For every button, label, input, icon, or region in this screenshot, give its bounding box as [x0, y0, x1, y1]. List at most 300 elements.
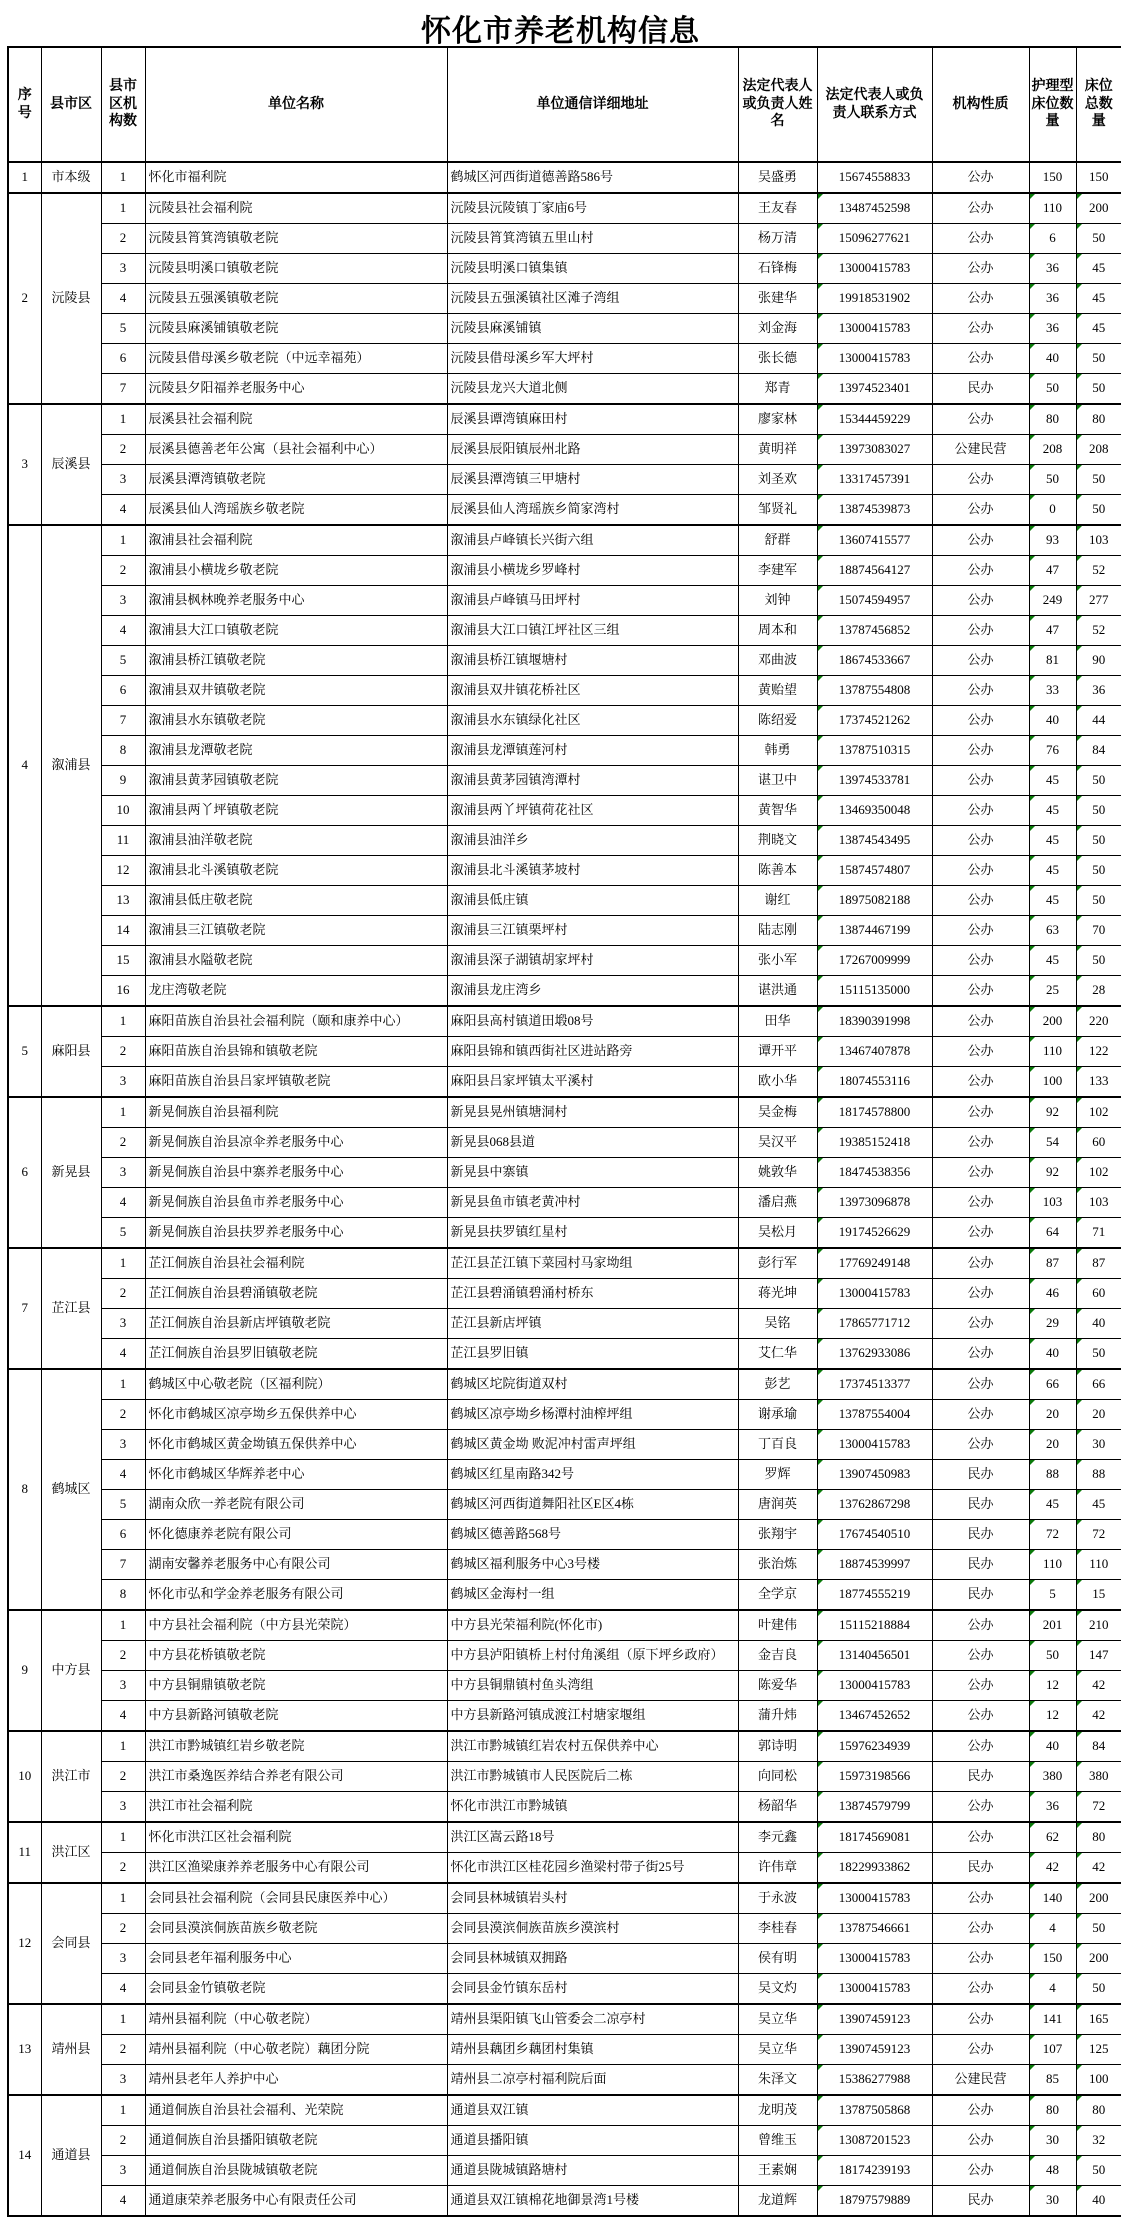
org-name: 会同县金竹镇敬老院	[145, 1974, 447, 2005]
org-name: 溆浦县大江口镇敬老院	[145, 616, 447, 646]
row-index: 3	[101, 1671, 145, 1701]
rep-phone: 17769249148	[817, 1248, 932, 1279]
rep-name: 金吉良	[738, 1641, 817, 1671]
stored-as-text-marker-icon	[1030, 194, 1035, 199]
table-row	[8, 1853, 1121, 1884]
stored-as-text-marker-icon	[1077, 2035, 1082, 2040]
nursing-beds: 29	[1029, 1309, 1076, 1339]
rep-name: 吴铭	[738, 1309, 817, 1339]
table-row	[8, 2035, 1121, 2065]
org-type: 民办	[932, 2186, 1029, 2217]
rep-name: 陈善本	[738, 856, 817, 886]
stored-as-text-marker-icon	[818, 946, 823, 951]
table-row	[8, 1550, 1121, 1580]
total-beds: 52	[1076, 556, 1121, 586]
stored-as-text-marker-icon	[818, 1037, 823, 1042]
stored-as-text-marker-icon	[818, 2126, 823, 2131]
org-type: 公办	[932, 193, 1029, 224]
row-index: 5	[101, 1490, 145, 1520]
stored-as-text-marker-icon	[1030, 1098, 1035, 1103]
nursing-beds: 110	[1029, 1037, 1076, 1067]
stored-as-text-marker-icon	[1030, 1037, 1035, 1042]
rep-phone: 13907450983	[817, 1460, 932, 1490]
stored-as-text-marker-icon	[818, 976, 823, 981]
stored-as-text-marker-icon	[818, 1520, 823, 1525]
table-row	[8, 886, 1121, 916]
org-type: 公办	[932, 495, 1029, 526]
org-name: 怀化市福利院	[145, 162, 447, 193]
org-address: 溆浦县大江口镇江坪社区三组	[447, 616, 738, 646]
rep-phone: 19918531902	[817, 284, 932, 314]
rep-phone: 13874579799	[817, 1792, 932, 1823]
rep-name: 张翔宇	[738, 1520, 817, 1550]
row-index: 1	[101, 1822, 145, 1853]
org-address: 溆浦县北斗溪镇茅坡村	[447, 856, 738, 886]
stored-as-text-marker-icon	[1030, 2186, 1035, 2191]
org-type: 公办	[932, 1097, 1029, 1128]
row-index: 10	[101, 796, 145, 826]
total-beds: 50	[1076, 796, 1121, 826]
org-name: 溆浦县双井镇敬老院	[145, 676, 447, 706]
org-type: 公办	[932, 616, 1029, 646]
stored-as-text-marker-icon	[1077, 194, 1082, 199]
stored-as-text-marker-icon	[1030, 1914, 1035, 1919]
table-row	[8, 1248, 1121, 1279]
rep-name: 邓曲波	[738, 646, 817, 676]
table-row	[8, 916, 1121, 946]
stored-as-text-marker-icon	[1077, 1944, 1082, 1949]
nursing-beds: 47	[1029, 556, 1076, 586]
nursing-beds: 110	[1029, 1550, 1076, 1580]
stored-as-text-marker-icon	[1030, 254, 1035, 259]
stored-as-text-marker-icon	[1077, 224, 1082, 229]
stored-as-text-marker-icon	[1030, 1974, 1035, 1979]
rep-name: 荆晓文	[738, 826, 817, 856]
row-index: 5	[101, 1218, 145, 1249]
org-type: 公办	[932, 254, 1029, 284]
org-type: 公办	[932, 1279, 1029, 1309]
org-name: 麻阳苗族自治县锦和镇敬老院	[145, 1037, 447, 1067]
org-name: 中方县花桥镇敬老院	[145, 1641, 447, 1671]
rep-phone: 13787554004	[817, 1400, 932, 1430]
group-序号: 2	[8, 193, 41, 404]
org-name: 通道侗族自治县社会福利、光荣院	[145, 2095, 447, 2126]
org-name: 辰溪县社会福利院	[145, 404, 447, 435]
rep-phone: 13787510315	[817, 736, 932, 766]
stored-as-text-marker-icon	[818, 1188, 823, 1193]
stored-as-text-marker-icon	[1030, 284, 1035, 289]
org-name: 中方县新路河镇敬老院	[145, 1701, 447, 1732]
group-序号: 4	[8, 525, 41, 1006]
total-beds: 102	[1076, 1097, 1121, 1128]
stored-as-text-marker-icon	[818, 2005, 823, 2010]
stored-as-text-marker-icon	[1077, 1884, 1082, 1889]
org-address: 溆浦县卢峰镇马田坪村	[447, 586, 738, 616]
stored-as-text-marker-icon	[818, 284, 823, 289]
stored-as-text-marker-icon	[818, 2065, 823, 2070]
stored-as-text-marker-icon	[1077, 2126, 1082, 2131]
rep-name: 蒲升炜	[738, 1701, 817, 1732]
nursing-beds: 30	[1029, 2186, 1076, 2217]
org-address: 中方县铜鼎镇村鱼头湾组	[447, 1671, 738, 1701]
org-name: 沅陵县明溪口镇敬老院	[145, 254, 447, 284]
row-index: 3	[101, 254, 145, 284]
nursing-beds: 249	[1029, 586, 1076, 616]
rep-name: 谢红	[738, 886, 817, 916]
org-name: 溆浦县龙潭敬老院	[145, 736, 447, 766]
org-address: 靖州县渠阳镇飞山管委会二凉亭村	[447, 2004, 738, 2035]
rep-phone: 18174239193	[817, 2156, 932, 2186]
rep-name: 张小军	[738, 946, 817, 976]
row-index: 7	[101, 706, 145, 736]
stored-as-text-marker-icon	[1030, 1249, 1035, 1254]
table-row	[8, 224, 1121, 254]
nursing-beds: 103	[1029, 1188, 1076, 1218]
total-beds: 42	[1076, 1701, 1121, 1732]
nursing-beds: 33	[1029, 676, 1076, 706]
table-row	[8, 1792, 1121, 1823]
nursing-beds: 45	[1029, 766, 1076, 796]
total-beds: 50	[1076, 886, 1121, 916]
row-index: 2	[101, 1279, 145, 1309]
stored-as-text-marker-icon	[818, 1460, 823, 1465]
rep-phone: 13974523401	[817, 374, 932, 405]
rep-phone: 15096277621	[817, 224, 932, 254]
table-row	[8, 495, 1121, 526]
org-name: 沅陵县麻溪铺镇敬老院	[145, 314, 447, 344]
stored-as-text-marker-icon	[1077, 1037, 1082, 1042]
group-序号: 7	[8, 1248, 41, 1369]
group-序号: 10	[8, 1731, 41, 1822]
table-row	[8, 1914, 1121, 1944]
stored-as-text-marker-icon	[818, 526, 823, 531]
row-index: 3	[101, 2156, 145, 2186]
total-beds: 122	[1076, 1037, 1121, 1067]
row-index: 2	[101, 1762, 145, 1792]
county-label: 洪江区	[41, 1822, 101, 1883]
nursing-beds: 107	[1029, 2035, 1076, 2065]
row-index: 5	[101, 646, 145, 676]
stored-as-text-marker-icon	[1077, 1370, 1082, 1375]
row-index: 11	[101, 826, 145, 856]
stored-as-text-marker-icon	[818, 1007, 823, 1012]
stored-as-text-marker-icon	[1077, 405, 1082, 410]
total-beds: 88	[1076, 1460, 1121, 1490]
rep-phone: 18174569081	[817, 1822, 932, 1853]
total-beds: 32	[1076, 2126, 1121, 2156]
stored-as-text-marker-icon	[1030, 2065, 1035, 2070]
table-row	[8, 1490, 1121, 1520]
stored-as-text-marker-icon	[1030, 676, 1035, 681]
rep-name: 杨韶华	[738, 1792, 817, 1823]
stored-as-text-marker-icon	[1077, 676, 1082, 681]
stored-as-text-marker-icon	[818, 736, 823, 741]
stored-as-text-marker-icon	[1077, 1098, 1082, 1103]
row-index: 4	[101, 1460, 145, 1490]
total-beds: 133	[1076, 1067, 1121, 1098]
org-address: 鹤城区金海村一组	[447, 1580, 738, 1611]
stored-as-text-marker-icon	[1077, 1249, 1082, 1254]
stored-as-text-marker-icon	[818, 1370, 823, 1375]
org-name: 溆浦县低庄敬老院	[145, 886, 447, 916]
table-row	[8, 1974, 1121, 2005]
rep-name: 于永波	[738, 1883, 817, 1914]
table-row	[8, 1006, 1121, 1037]
rep-name: 王素娴	[738, 2156, 817, 2186]
rep-phone: 18975082188	[817, 886, 932, 916]
stored-as-text-marker-icon	[1077, 526, 1082, 531]
nursing-beds: 47	[1029, 616, 1076, 646]
org-address: 鹤城区红星南路342号	[447, 1460, 738, 1490]
row-index: 4	[101, 616, 145, 646]
rep-phone: 13607415577	[817, 525, 932, 556]
stored-as-text-marker-icon	[1077, 1853, 1082, 1858]
stored-as-text-marker-icon	[1077, 1611, 1082, 1616]
org-address: 中方县泸阳镇桥上村付角溪组（原下坪乡政府）	[447, 1641, 738, 1671]
rep-name: 吴文灼	[738, 1974, 817, 2005]
rep-phone: 13317457391	[817, 465, 932, 495]
nursing-beds: 380	[1029, 1762, 1076, 1792]
org-address: 辰溪县辰阳镇辰州北路	[447, 435, 738, 465]
org-name: 龙庄湾敬老院	[145, 976, 447, 1007]
rep-phone: 13000415783	[817, 1430, 932, 1460]
county-label: 溆浦县	[41, 525, 101, 1006]
nursing-beds: 80	[1029, 2095, 1076, 2126]
table-row	[8, 162, 1121, 193]
nursing-beds: 45	[1029, 1490, 1076, 1520]
stored-as-text-marker-icon	[1030, 976, 1035, 981]
group-序号: 1	[8, 162, 41, 193]
rep-phone: 13000415783	[817, 1944, 932, 1974]
nursing-beds: 20	[1029, 1430, 1076, 1460]
total-beds: 50	[1076, 856, 1121, 886]
stored-as-text-marker-icon	[818, 1067, 823, 1072]
table-row	[8, 1460, 1121, 1490]
table-row	[8, 1339, 1121, 1370]
org-address: 新晃县068县道	[447, 1128, 738, 1158]
stored-as-text-marker-icon	[818, 2096, 823, 2101]
org-address: 溆浦县桥江镇堰塘村	[447, 646, 738, 676]
stored-as-text-marker-icon	[1077, 1762, 1082, 1767]
stored-as-text-marker-icon	[1030, 916, 1035, 921]
total-beds: 42	[1076, 1671, 1121, 1701]
org-type: 公办	[932, 1822, 1029, 1853]
table-row	[8, 796, 1121, 826]
org-name: 湖南安馨养老服务中心有限公司	[145, 1550, 447, 1580]
group-序号: 13	[8, 2004, 41, 2095]
stored-as-text-marker-icon	[1030, 1701, 1035, 1706]
org-name: 溆浦县枫林晚养老服务中心	[145, 586, 447, 616]
org-name: 芷江侗族自治县新店坪镇敬老院	[145, 1309, 447, 1339]
header-cell: 法定代表人或负责人联系方式	[817, 47, 932, 162]
nursing-beds: 45	[1029, 886, 1076, 916]
nursing-beds: 81	[1029, 646, 1076, 676]
stored-as-text-marker-icon	[818, 1732, 823, 1737]
total-beds: 50	[1076, 465, 1121, 495]
stored-as-text-marker-icon	[1077, 495, 1082, 500]
stored-as-text-marker-icon	[1077, 284, 1082, 289]
stored-as-text-marker-icon	[1030, 526, 1035, 531]
stored-as-text-marker-icon	[1030, 2126, 1035, 2131]
total-beds: 165	[1076, 2004, 1121, 2035]
stored-as-text-marker-icon	[1077, 1218, 1082, 1223]
rep-phone: 13973083027	[817, 435, 932, 465]
stored-as-text-marker-icon	[1030, 465, 1035, 470]
org-type: 民办	[932, 1580, 1029, 1611]
stored-as-text-marker-icon	[818, 2156, 823, 2161]
row-index: 2	[101, 1641, 145, 1671]
org-name: 洪江区渔梁康养养老服务中心有限公司	[145, 1853, 447, 1884]
org-type: 公办	[932, 1883, 1029, 1914]
nursing-beds: 76	[1029, 736, 1076, 766]
org-type: 公办	[932, 826, 1029, 856]
org-type: 公办	[932, 1369, 1029, 1400]
org-address: 溆浦县深子湖镇胡家坪村	[447, 946, 738, 976]
table-row	[8, 1369, 1121, 1400]
org-type: 公办	[932, 1006, 1029, 1037]
rep-phone: 15874574807	[817, 856, 932, 886]
county-label: 鹤城区	[41, 1369, 101, 1610]
stored-as-text-marker-icon	[1030, 826, 1035, 831]
stored-as-text-marker-icon	[1077, 736, 1082, 741]
stored-as-text-marker-icon	[1077, 1460, 1082, 1465]
org-address: 鹤城区河西街道舞阳社区E区4栋	[447, 1490, 738, 1520]
rep-phone: 13140456501	[817, 1641, 932, 1671]
org-name: 通道康荣养老服务中心有限责任公司	[145, 2186, 447, 2217]
stored-as-text-marker-icon	[818, 344, 823, 349]
stored-as-text-marker-icon	[1077, 556, 1082, 561]
org-address: 沅陵县沅陵镇丁家庙6号	[447, 193, 738, 224]
stored-as-text-marker-icon	[1077, 1339, 1082, 1344]
stored-as-text-marker-icon	[818, 1792, 823, 1797]
org-name: 通道侗族自治县播阳镇敬老院	[145, 2126, 447, 2156]
org-type: 公办	[932, 344, 1029, 374]
table-row	[8, 1641, 1121, 1671]
county-label: 中方县	[41, 1610, 101, 1731]
rep-name: 张建华	[738, 284, 817, 314]
page-title: 怀化市养老机构信息	[421, 15, 700, 48]
org-name: 怀化市弘和学金养老服务有限公司	[145, 1580, 447, 1611]
org-type: 公办	[932, 706, 1029, 736]
rep-phone: 15973198566	[817, 1762, 932, 1792]
org-type: 民办	[932, 1853, 1029, 1884]
rep-name: 欧小华	[738, 1067, 817, 1098]
org-type: 公办	[932, 1701, 1029, 1732]
rep-name: 龙道辉	[738, 2186, 817, 2217]
header-cell: 机构性质	[932, 47, 1029, 162]
table-row	[8, 1158, 1121, 1188]
stored-as-text-marker-icon	[1030, 946, 1035, 951]
rep-phone: 13787456852	[817, 616, 932, 646]
total-beds: 15	[1076, 1580, 1121, 1611]
stored-as-text-marker-icon	[1030, 1520, 1035, 1525]
total-beds: 28	[1076, 976, 1121, 1007]
stored-as-text-marker-icon	[1077, 435, 1082, 440]
group-序号: 5	[8, 1006, 41, 1097]
org-name: 靖州县老年人养护中心	[145, 2065, 447, 2096]
nursing-beds: 50	[1029, 374, 1076, 405]
org-type: 公办	[932, 1944, 1029, 1974]
rep-name: 黄明祥	[738, 435, 817, 465]
rep-phone: 13467407878	[817, 1037, 932, 1067]
nursing-beds: 85	[1029, 2065, 1076, 2096]
total-beds: 50	[1076, 1914, 1121, 1944]
county-label: 靖州县	[41, 2004, 101, 2095]
stored-as-text-marker-icon	[1030, 2005, 1035, 2010]
org-name: 怀化市洪江区社会福利院	[145, 1822, 447, 1853]
rep-name: 蒋光坤	[738, 1279, 817, 1309]
total-beds: 50	[1076, 495, 1121, 526]
org-type: 公建民营	[932, 2065, 1029, 2096]
nursing-beds: 72	[1029, 1520, 1076, 1550]
org-name: 洪江市社会福利院	[145, 1792, 447, 1823]
rep-phone: 15074594957	[817, 586, 932, 616]
table-row	[8, 826, 1121, 856]
org-type: 公办	[932, 916, 1029, 946]
org-name: 沅陵县筲箕湾镇敬老院	[145, 224, 447, 254]
rep-name: 罗辉	[738, 1460, 817, 1490]
org-address: 沅陵县筲箕湾镇五里山村	[447, 224, 738, 254]
row-index: 1	[101, 2004, 145, 2035]
row-index: 15	[101, 946, 145, 976]
org-name: 靖州县福利院（中心敬老院）	[145, 2004, 447, 2035]
nursing-beds: 40	[1029, 706, 1076, 736]
table-row	[8, 193, 1121, 224]
rep-name: 王友春	[738, 193, 817, 224]
org-address: 辰溪县仙人湾瑶族乡简家湾村	[447, 495, 738, 526]
org-address: 会同县林城镇岩头村	[447, 1883, 738, 1914]
table-row	[8, 435, 1121, 465]
org-type: 公办	[932, 856, 1029, 886]
group-序号: 6	[8, 1097, 41, 1248]
rep-name: 朱泽文	[738, 2065, 817, 2096]
rep-name: 李元鑫	[738, 1822, 817, 1853]
org-type: 公办	[932, 224, 1029, 254]
stored-as-text-marker-icon	[1030, 856, 1035, 861]
rep-name: 李建军	[738, 556, 817, 586]
group-序号: 3	[8, 404, 41, 525]
org-type: 公办	[932, 1248, 1029, 1279]
group-序号: 9	[8, 1610, 41, 1731]
rep-name: 侯有明	[738, 1944, 817, 1974]
org-name: 辰溪县潭湾镇敬老院	[145, 465, 447, 495]
stored-as-text-marker-icon	[818, 826, 823, 831]
org-address: 沅陵县明溪口镇集镇	[447, 254, 738, 284]
org-type: 公办	[932, 1128, 1029, 1158]
org-name: 芷江侗族自治县碧涌镇敬老院	[145, 1279, 447, 1309]
org-address: 芷江县罗旧镇	[447, 1339, 738, 1370]
rep-name: 谌洪通	[738, 976, 817, 1007]
stored-as-text-marker-icon	[818, 586, 823, 591]
row-index: 4	[101, 2186, 145, 2217]
rep-name: 邹贤礼	[738, 495, 817, 526]
stored-as-text-marker-icon	[818, 224, 823, 229]
stored-as-text-marker-icon	[1030, 886, 1035, 891]
stored-as-text-marker-icon	[818, 1611, 823, 1616]
stored-as-text-marker-icon	[1030, 646, 1035, 651]
org-name: 溆浦县三江镇敬老院	[145, 916, 447, 946]
org-name: 洪江市黔城镇红岩乡敬老院	[145, 1731, 447, 1762]
total-beds: 200	[1076, 1944, 1121, 1974]
total-beds: 72	[1076, 1520, 1121, 1550]
org-address: 溆浦县油洋乡	[447, 826, 738, 856]
nursing-beds: 20	[1029, 1400, 1076, 1430]
org-name: 溆浦县两丫坪镇敬老院	[145, 796, 447, 826]
org-name: 会同县漠滨侗族苗族乡敬老院	[145, 1914, 447, 1944]
rep-phone: 18674533667	[817, 646, 932, 676]
rep-phone: 13973096878	[817, 1188, 932, 1218]
county-label: 洪江市	[41, 1731, 101, 1822]
